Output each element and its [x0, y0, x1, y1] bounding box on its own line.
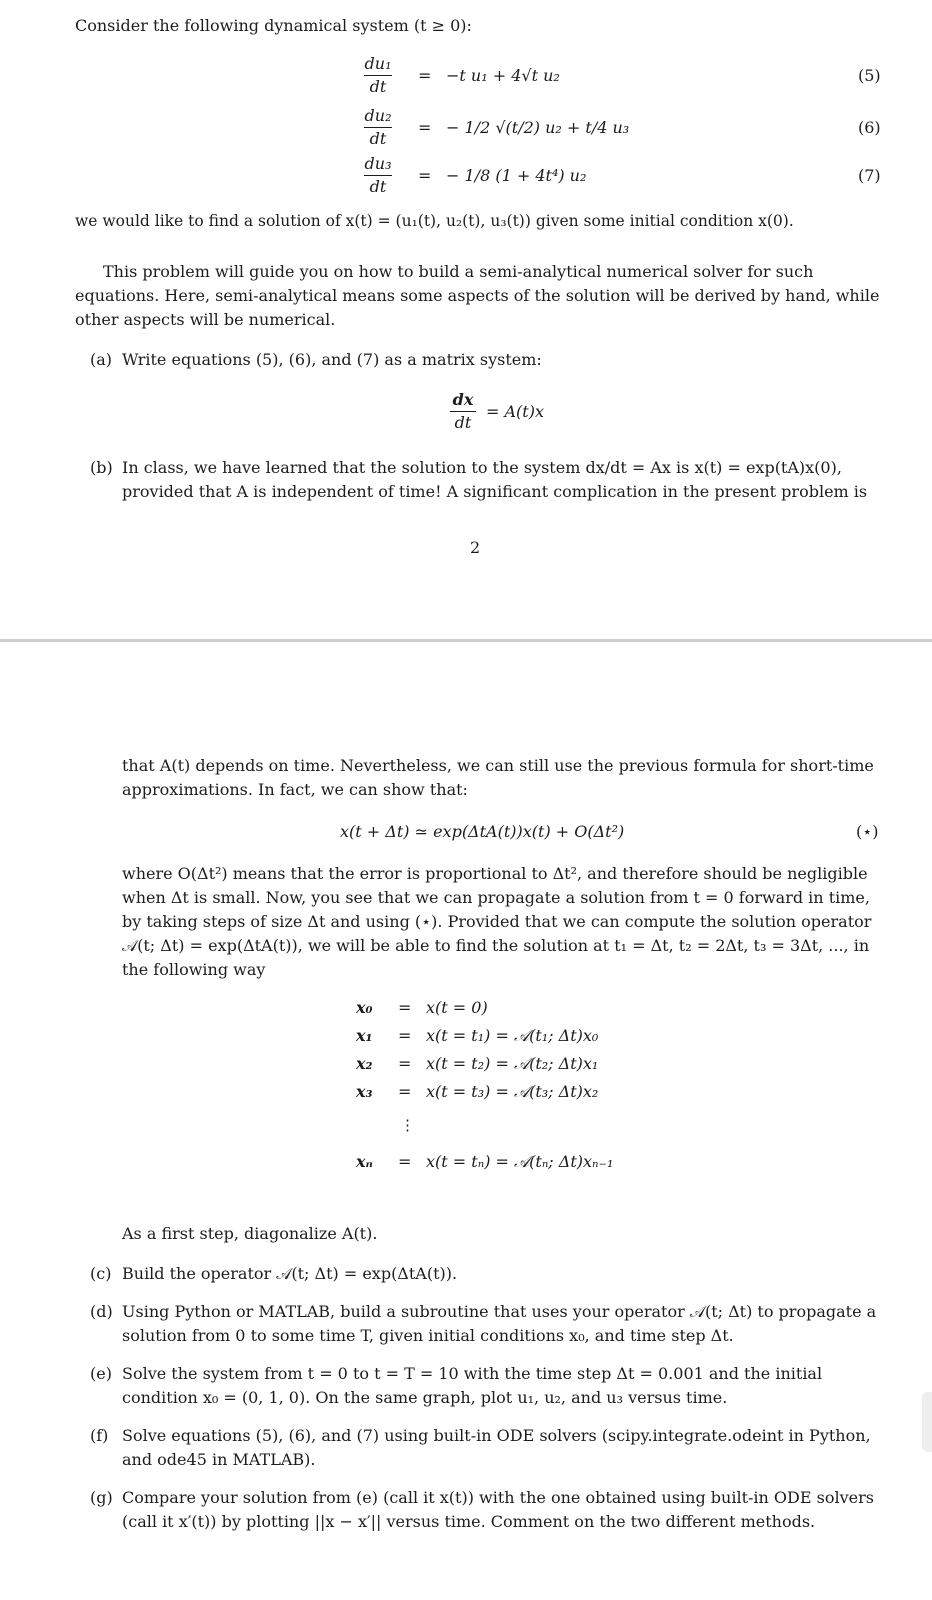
- part-g-label: (g): [90, 1488, 113, 1507]
- eq6-number: (6): [858, 118, 881, 137]
- part-f-label: (f): [90, 1426, 109, 1445]
- part-a-eq-rhs: = A(t)x: [486, 402, 544, 421]
- eq5-rhs: −t u₁ + 4√t u₂: [446, 66, 560, 85]
- part-e-label: (e): [90, 1364, 112, 1383]
- part-d-label: (d): [90, 1302, 113, 1321]
- guide-paragraph: This problem will guide you on how to build a semi-analytical numerical solver for such equations. Here, semi-analytical means some aspects of the solution will be derived by hand, while other aspects will be numerical.: [75, 262, 880, 329]
- step-3-equals: =: [398, 1082, 412, 1101]
- part-a-eq-lhs: [450, 390, 476, 433]
- vdots: ⋮: [400, 1116, 415, 1134]
- step-1-equals: =: [398, 1026, 412, 1045]
- eq5-equals: =: [418, 66, 432, 85]
- step-0-lhs: x₀: [356, 998, 373, 1017]
- part-c-label: (c): [90, 1264, 112, 1283]
- step-2-equals: =: [398, 1054, 412, 1073]
- part-b-text: In class, we have learned that the solution to the system dx/dt = Ax is x(t) = exp(tA)x(0), provided that A is independent of time! A significant complication in the present problem is: [122, 458, 868, 501]
- part-a-label: (a): [90, 350, 113, 369]
- part-b-label: (b): [90, 458, 113, 477]
- first-step-text: As a first step, diagonalize A(t).: [122, 1224, 378, 1243]
- eq5-lhs-num: du₁: [364, 54, 392, 73]
- eq7-number: (7): [858, 166, 881, 185]
- page-number: 2: [470, 538, 481, 557]
- eq7-lhs-den: dt: [369, 177, 387, 196]
- eq5-number: (5): [858, 66, 881, 85]
- part-g-text: Compare your solution from (e) (call it x(t)) with the one obtained using built-in ODE solvers (call it x′(t)) by plotting ||x − x′|| versus time. Comment on the two different methods.: [122, 1488, 874, 1531]
- eq6-lhs-den: dt: [369, 129, 387, 148]
- part-a-eq-num: dx: [452, 390, 474, 409]
- step-2-rhs: x(t = t₂) = 𝒜(t₂; Δt)x₁: [426, 1054, 599, 1073]
- part-b-continued-text: that A(t) depends on time. Nevertheless, we can still use the previous formula for short-time approximations. In fact, we can show that:: [122, 756, 874, 799]
- part-a-text: Write equations (5), (6), and (7) as a matrix system:: [122, 350, 542, 369]
- eq6-lhs-num: du₂: [364, 106, 392, 125]
- step-n-equals: =: [398, 1152, 412, 1171]
- step-n-lhs: xₙ: [356, 1152, 373, 1171]
- part-e-text: Solve the system from t = 0 to t = T = 10 with the time step Δt = 0.001 and the initial condition x₀ = (0, 1, 0). On the same graph, plot u₁, u₂, and u₃ versus time.: [122, 1364, 823, 1407]
- part-a-eq-den: dt: [454, 413, 472, 432]
- intro-text: Consider the following dynamical system (t ≥ 0):: [75, 16, 472, 35]
- eq6-equals: =: [418, 118, 432, 137]
- part-d-text: Using Python or MATLAB, build a subroutine that uses your operator 𝒜(t; Δt) to propagate a solution from 0 to some time T, given initial conditions x₀, and time step Δt.: [122, 1302, 877, 1345]
- step-0-rhs: x(t = 0): [426, 998, 488, 1017]
- step-3-rhs: x(t = t₃) = 𝒜(t₃; Δt)x₂: [426, 1082, 599, 1101]
- eq6-rhs: − 1/2 √(t/2) u₂ + t/4 u₃: [446, 118, 630, 137]
- eq7-equals: =: [418, 166, 432, 185]
- star-label: (⋆): [856, 822, 879, 841]
- eq5-lhs-den: dt: [369, 77, 387, 96]
- part-c-text: Build the operator 𝒜(t; Δt) = exp(ΔtA(t)).: [122, 1264, 458, 1283]
- eq5-lhs: [364, 54, 392, 97]
- step-n-rhs: x(t = tₙ) = 𝒜(tₙ; Δt)xₙ₋₁: [426, 1152, 614, 1171]
- eq7-rhs: − 1/8 (1 + 4t⁴) u₂: [446, 166, 587, 185]
- step-0-equals: =: [398, 998, 412, 1017]
- scroll-handle[interactable]: [922, 1392, 932, 1452]
- step-1-lhs: x₁: [356, 1026, 373, 1045]
- part-b-text2: where O(Δt²) means that the error is proportional to Δt², and therefore should be negligible when Δt is small. Now, you see that we can propagate a solution from t = 0 forward in time, by taking steps of size Δt and using (⋆). Provided that we can compute the solution operator 𝒜(t; Δt) = exp(ΔtA(t)), we will be able to find the solution at t₁ = Δt, t₂ = 2Δt, t₃ = 3Δt, ..., in the following way: [122, 864, 872, 979]
- step-1-rhs: x(t = t₁) = 𝒜(t₁; Δt)x₀: [426, 1026, 599, 1045]
- star-equation: x(t + Δt) ≃ exp(ΔtA(t))x(t) + O(Δt²): [340, 822, 625, 841]
- eq7-lhs: [364, 154, 392, 197]
- step-3-lhs: x₃: [356, 1082, 373, 1101]
- eq7-lhs-num: du₃: [364, 154, 392, 173]
- goal-text: we would like to find a solution of x(t) = (u₁(t), u₂(t), u₃(t)) given some initial condition x(0).: [75, 212, 794, 230]
- step-2-lhs: x₂: [356, 1054, 373, 1073]
- part-f-text: Solve equations (5), (6), and (7) using built-in ODE solvers (scipy.integrate.odeint in Python, and ode45 in MATLAB).: [122, 1426, 871, 1469]
- eq6-lhs: [364, 106, 392, 149]
